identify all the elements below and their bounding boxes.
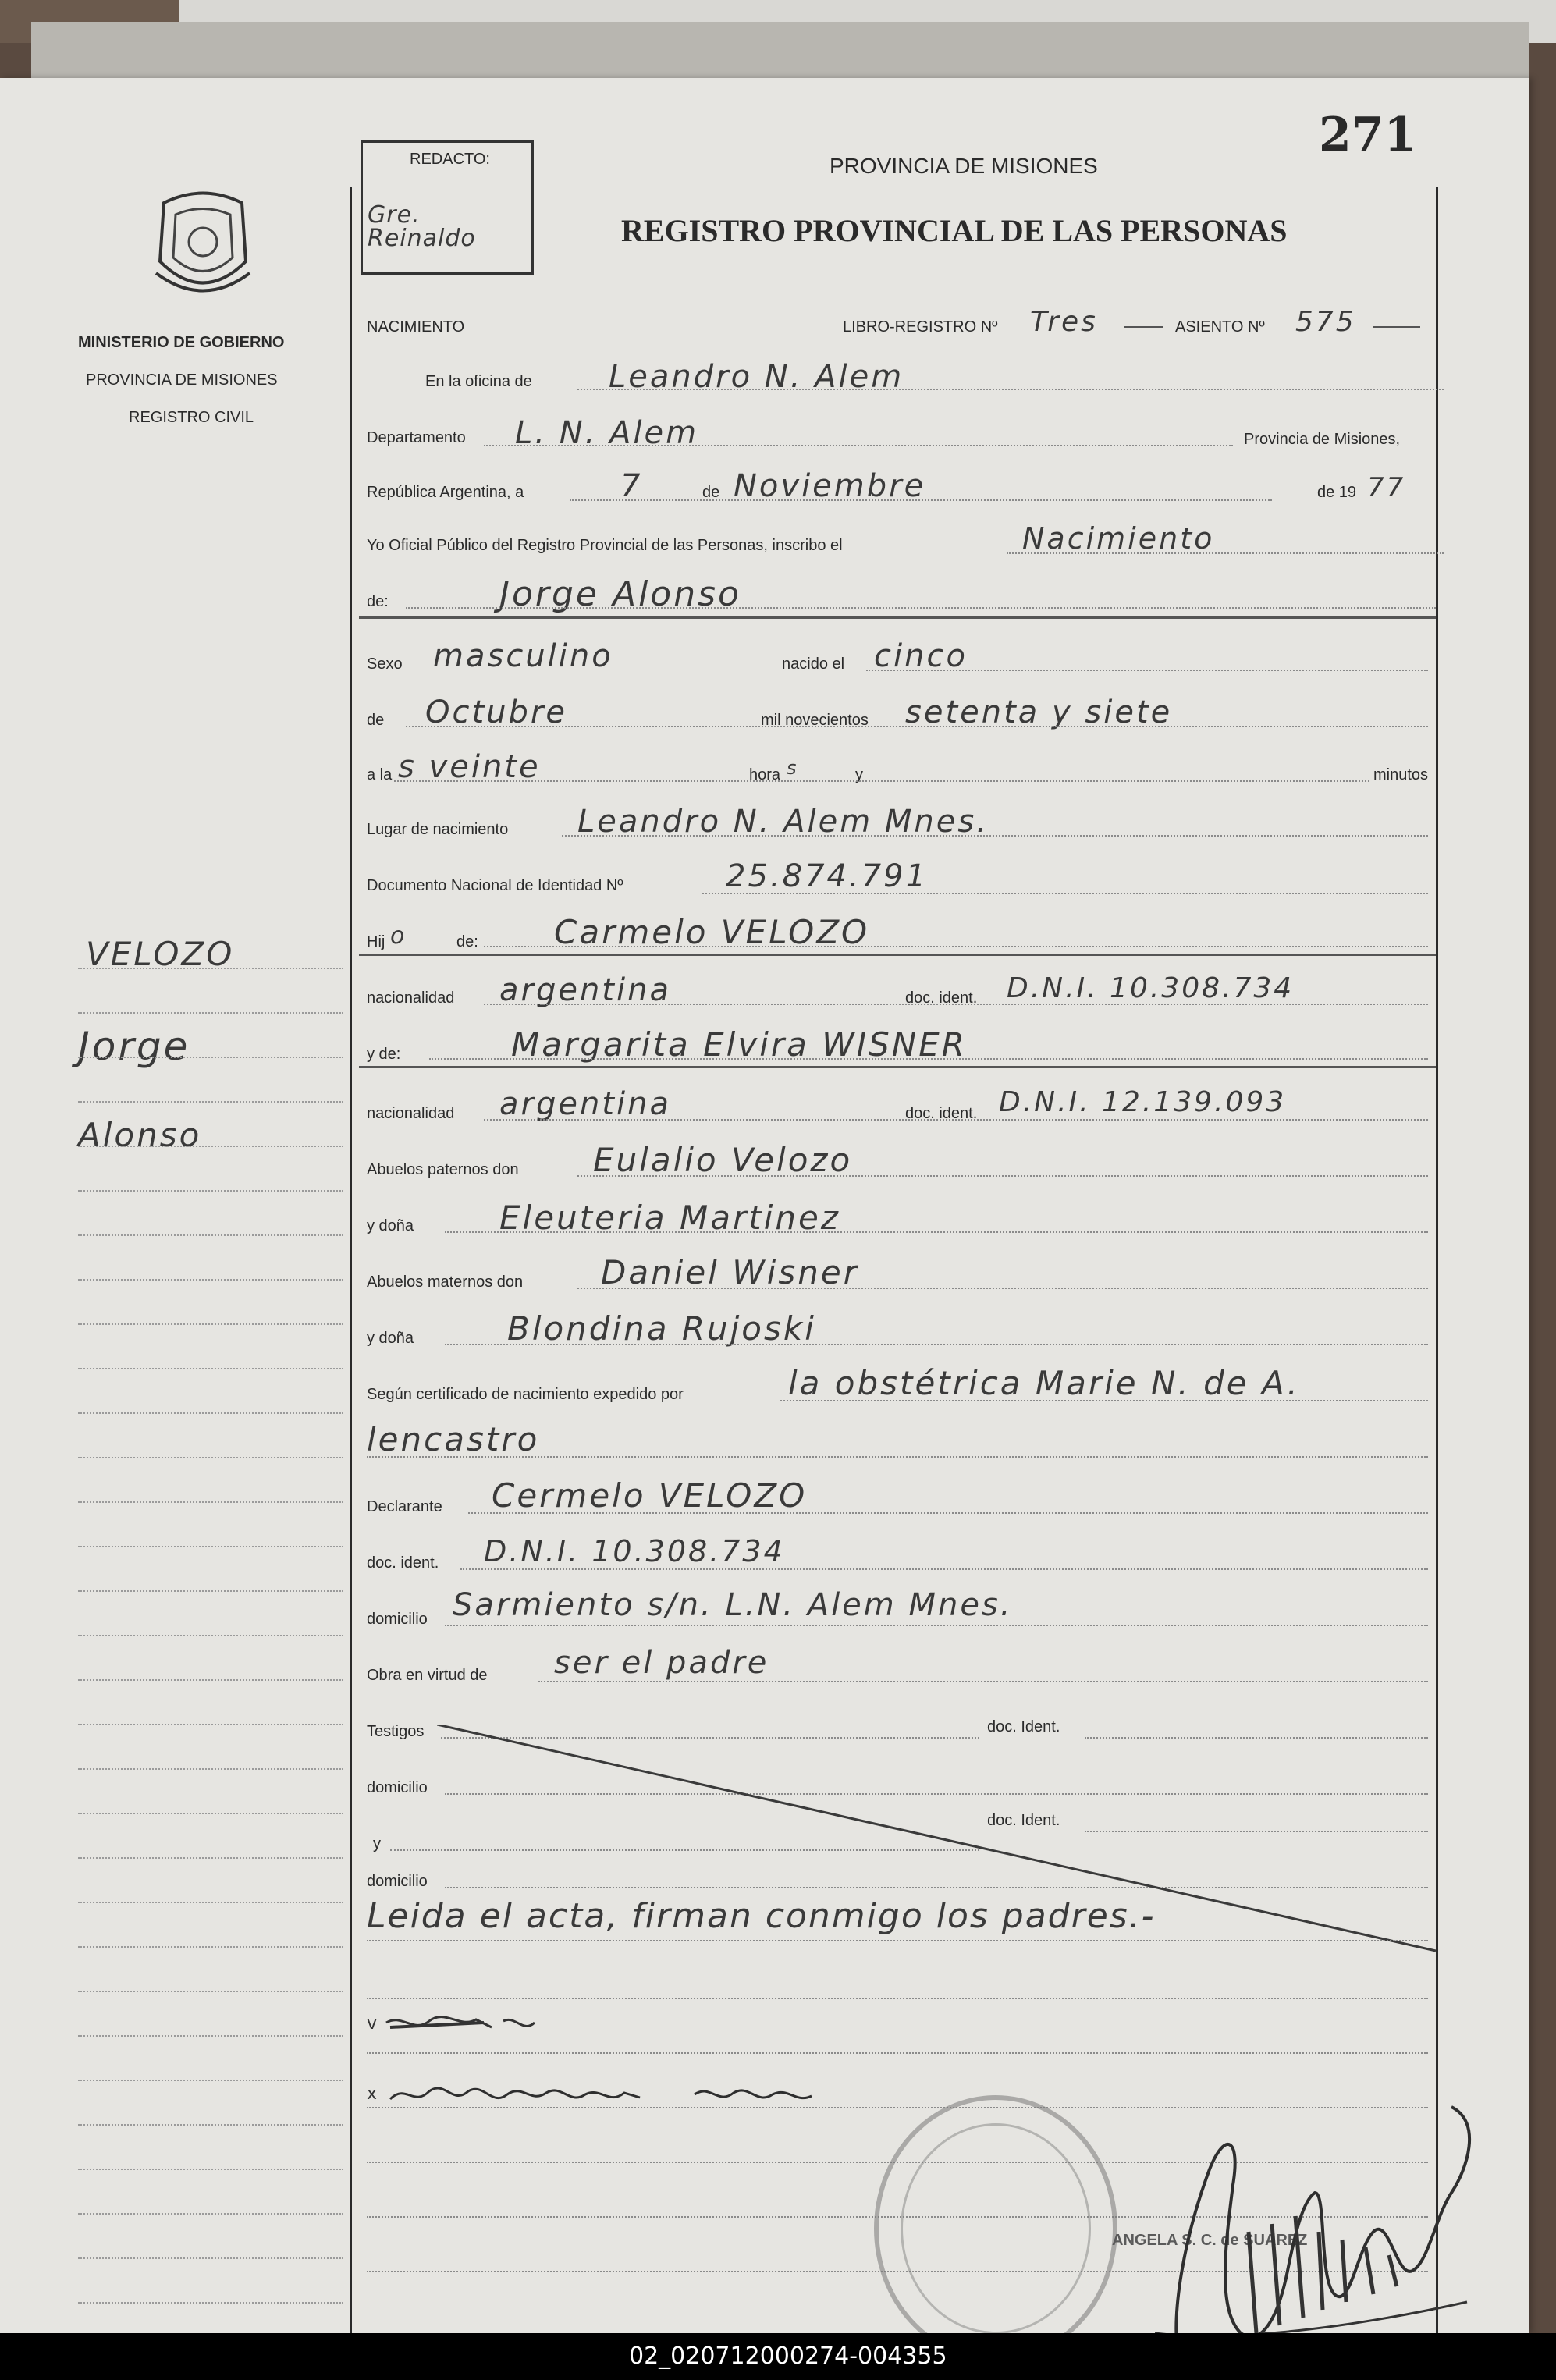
ab-pat-label: Abuelos paternos don bbox=[367, 1161, 519, 1178]
province-label: PROVINCIA DE MISIONES bbox=[86, 371, 278, 389]
domicilio-label: domicilio bbox=[367, 1611, 428, 1628]
province-heading: PROVINCIA DE MISIONES bbox=[830, 154, 1098, 178]
inscribo-value: Nacimiento bbox=[1022, 521, 1215, 556]
domicilio-line bbox=[445, 1625, 1428, 1626]
de-name-label: de: bbox=[367, 593, 389, 610]
dni-line bbox=[702, 893, 1428, 894]
doc-padre-label: doc. ident. bbox=[905, 989, 978, 1007]
margin-rule bbox=[78, 1813, 343, 1814]
minutos-label: minutos bbox=[1373, 766, 1429, 783]
margin-rule bbox=[78, 1457, 343, 1458]
nac-madre-line bbox=[484, 1119, 1428, 1121]
closing-line bbox=[367, 1940, 1428, 1941]
departamento-value: L. N. Alem bbox=[515, 415, 699, 451]
margin-rule bbox=[78, 1991, 343, 1992]
redacto-label: REDACTO: bbox=[410, 151, 490, 168]
de-label: de bbox=[702, 484, 720, 501]
nac-madre-label: nacionalidad bbox=[367, 1105, 455, 1122]
coat-of-arms-icon bbox=[148, 187, 258, 304]
section-label: NACIMIENTO bbox=[367, 318, 465, 336]
father-signature bbox=[367, 2013, 585, 2060]
asiento-rule bbox=[1373, 326, 1420, 328]
official-seal bbox=[874, 2095, 1117, 2362]
margin-rule bbox=[78, 1101, 343, 1103]
margin-surname: VELOZO bbox=[86, 935, 235, 973]
ab-mat-dona-value: Blondina Rujoski bbox=[507, 1309, 816, 1348]
anio-line bbox=[406, 726, 1428, 727]
asiento-label: ASIENTO Nº bbox=[1175, 318, 1265, 336]
redacto-box bbox=[361, 140, 534, 275]
sexo-label: Sexo bbox=[367, 655, 403, 673]
image-caption-bar bbox=[0, 2333, 1556, 2380]
ab-pat-dona-label: y doña bbox=[367, 1217, 414, 1234]
dia-value: 7 bbox=[620, 468, 643, 504]
segun-value: la obstétrica Marie N. de A. bbox=[788, 1364, 1300, 1402]
ab-mat-dona-line bbox=[445, 1344, 1428, 1345]
oficina-line bbox=[577, 389, 1444, 390]
departamento-line bbox=[484, 445, 1233, 446]
sexo-value: masculino bbox=[433, 638, 613, 674]
margin-rule bbox=[78, 1857, 343, 1859]
year-label: de 19 bbox=[1317, 484, 1357, 501]
ministry-label: MINISTERIO DE GOBIERNO bbox=[78, 334, 285, 351]
lugar-line bbox=[562, 835, 1428, 837]
image-caption: 02_020712000274-004355 bbox=[629, 2343, 947, 2370]
margin-rule bbox=[78, 1946, 343, 1948]
segun-label: Según certificado de nacimiento expedido por bbox=[367, 1386, 684, 1403]
t-y-label: y bbox=[373, 1835, 381, 1852]
t-doc-label: doc. Ident. bbox=[987, 1718, 1060, 1735]
margin-rule bbox=[78, 1279, 343, 1281]
margin-rule bbox=[78, 1412, 343, 1414]
libro-label: LIBRO-REGISTRO Nº bbox=[843, 318, 998, 336]
doc-madre-value: D.N.I. 12.139.093 bbox=[999, 1086, 1287, 1118]
hora-line bbox=[394, 780, 1369, 782]
lugar-label: Lugar de nacimiento bbox=[367, 821, 509, 838]
doc-padre-value: D.N.I. 10.308.734 bbox=[1007, 972, 1295, 1004]
left-margin-line bbox=[350, 187, 352, 2333]
t-dom-label: domicilio bbox=[367, 1779, 428, 1796]
svg-text:v: v bbox=[367, 2014, 378, 2034]
margin-rule bbox=[78, 1768, 343, 1770]
decl-doc-label: doc. ident. bbox=[367, 1554, 439, 1572]
margin-rule bbox=[78, 1501, 343, 1503]
dni-value: 25.874.791 bbox=[726, 858, 929, 894]
doc-madre-label: doc. ident. bbox=[905, 1105, 978, 1122]
a-las-label: a la bbox=[367, 766, 393, 783]
right-margin-line bbox=[1436, 187, 1438, 2333]
margin-rule bbox=[78, 1635, 343, 1636]
nac-padre-line bbox=[484, 1004, 1428, 1005]
inscribo-line bbox=[1007, 552, 1444, 554]
oficial-text: Yo Oficial Público del Registro Provincial de las Personas, inscribo el bbox=[367, 537, 843, 554]
ab-pat-dona-value: Eleuteria Martinez bbox=[499, 1199, 840, 1237]
mes-nac-value: Octubre bbox=[425, 694, 567, 730]
segun-value-2: lencastro bbox=[367, 1420, 540, 1458]
margin-rule bbox=[78, 2080, 343, 2081]
t-doc2-label: doc. Ident. bbox=[987, 1812, 1060, 1829]
horas-suffix: s bbox=[787, 757, 799, 779]
signature-rule bbox=[367, 1998, 1428, 1999]
margin-rule bbox=[78, 1323, 343, 1325]
oficina-label: En la oficina de bbox=[425, 373, 532, 390]
ab-mat-dona-label: y doña bbox=[367, 1330, 414, 1347]
margin-rule bbox=[78, 2213, 343, 2215]
nac-madre-value: argentina bbox=[499, 1086, 671, 1122]
madre-line bbox=[429, 1058, 1428, 1060]
libro-rule bbox=[1124, 326, 1163, 328]
provincia-suffix: Provincia de Misiones, bbox=[1244, 431, 1401, 448]
seal-name-text: ANGELA S. C. de SUAREZ bbox=[1112, 2232, 1308, 2249]
ab-mat-label: Abuelos maternos don bbox=[367, 1273, 524, 1291]
margin-rule bbox=[78, 2035, 343, 2037]
margin-rule bbox=[78, 1057, 343, 1058]
y-de-label: y de: bbox=[367, 1046, 401, 1063]
de-mes-label: de bbox=[367, 712, 385, 729]
margin-rule bbox=[78, 1902, 343, 1903]
margin-given-name-2: Alonso bbox=[78, 1116, 202, 1154]
padre-value: Carmelo VELOZO bbox=[554, 913, 870, 951]
nac-padre-label: nacionalidad bbox=[367, 989, 455, 1007]
obra-line bbox=[538, 1681, 1428, 1682]
official-signature bbox=[1124, 2076, 1483, 2372]
decl-doc-line bbox=[460, 1568, 1428, 1570]
ab-pat-line bbox=[577, 1175, 1428, 1177]
declarante-value: Cermelo VELOZO bbox=[492, 1476, 808, 1515]
declarante-line bbox=[468, 1512, 1428, 1514]
padre-underline bbox=[359, 954, 1436, 956]
decl-doc-value: D.N.I. 10.308.734 bbox=[484, 1534, 785, 1568]
name-line bbox=[406, 607, 1436, 609]
madre-underline bbox=[359, 1066, 1436, 1068]
nacido-value: cinco bbox=[874, 638, 968, 674]
nac-padre-value: argentina bbox=[499, 972, 671, 1008]
registry-title: REGISTRO PROVINCIAL DE LAS PERSONAS bbox=[621, 213, 1288, 248]
departamento-label: Departamento bbox=[367, 429, 466, 446]
year-value: 77 bbox=[1367, 472, 1406, 503]
obra-value: ser el padre bbox=[554, 1645, 769, 1681]
nacido-line bbox=[866, 670, 1428, 671]
margin-rule bbox=[78, 1368, 343, 1369]
margin-rule bbox=[78, 1590, 343, 1592]
margin-rule bbox=[78, 1190, 343, 1192]
hora-value: s veinte bbox=[398, 749, 541, 785]
name-underline bbox=[359, 616, 1436, 619]
margin-rule bbox=[78, 1146, 343, 1147]
name-value: Jorge Alonso bbox=[499, 574, 741, 614]
ab-pat-dona-line bbox=[445, 1231, 1428, 1233]
oficina-value: Leandro N. Alem bbox=[609, 359, 904, 395]
mil-label: mil novecientos bbox=[761, 712, 869, 729]
ab-pat-value: Eulalio Velozo bbox=[593, 1141, 853, 1179]
segun-line-2 bbox=[367, 1456, 1428, 1458]
hijo-de-label: de: bbox=[456, 933, 478, 950]
margin-rule bbox=[78, 968, 343, 969]
hijo-label: Hij bbox=[367, 933, 385, 950]
segun-line bbox=[780, 1400, 1428, 1401]
lugar-value: Leandro N. Alem Mnes. bbox=[577, 804, 989, 840]
registry-label: REGISTRO CIVIL bbox=[129, 409, 254, 426]
dni-label: Documento Nacional de Identidad Nº bbox=[367, 877, 623, 894]
redacto-value: Gre. Reinaldo bbox=[368, 201, 476, 252]
republica-label: República Argentina, a bbox=[367, 484, 524, 501]
padre-line bbox=[484, 946, 1428, 947]
svg-text:x: x bbox=[367, 2084, 378, 2104]
anio-value: setenta y siete bbox=[905, 694, 1173, 730]
horas-label: hora bbox=[749, 766, 781, 783]
margin-rule bbox=[78, 2169, 343, 2170]
nacido-label: nacido el bbox=[782, 655, 845, 673]
margin-given-name-1: Jorge bbox=[78, 1024, 190, 1069]
closing-text: Leida el acta, firman conmigo los padres.- bbox=[367, 1896, 1156, 1936]
declarante-label: Declarante bbox=[367, 1498, 442, 1515]
margin-rule bbox=[78, 1724, 343, 1725]
mother-signature bbox=[367, 2068, 835, 2138]
margin-rule bbox=[78, 1679, 343, 1681]
hijo-suffix: o bbox=[390, 922, 407, 950]
margin-rule bbox=[78, 1546, 343, 1547]
y-label: y bbox=[855, 766, 863, 783]
asiento-value: 575 bbox=[1295, 306, 1356, 338]
fecha-line bbox=[570, 499, 1272, 501]
register-page bbox=[0, 78, 1529, 2333]
domicilio-value: Sarmiento s/n. L.N. Alem Mnes. bbox=[453, 1587, 1013, 1623]
madre-value: Margarita Elvira WISNER bbox=[511, 1025, 967, 1064]
margin-rule bbox=[78, 2302, 343, 2304]
testigos-label: Testigos bbox=[367, 1723, 425, 1740]
mes-value: Noviembre bbox=[734, 468, 926, 504]
ab-mat-line bbox=[577, 1288, 1428, 1289]
margin-rule bbox=[78, 1012, 343, 1014]
margin-rule bbox=[78, 2257, 343, 2259]
ab-mat-value: Daniel Wisner bbox=[601, 1253, 860, 1291]
page-number: 271 bbox=[1319, 108, 1417, 162]
libro-value: Tres bbox=[1030, 306, 1098, 338]
obra-label: Obra en virtud de bbox=[367, 1667, 488, 1684]
margin-rule bbox=[78, 1234, 343, 1236]
margin-rule bbox=[78, 2124, 343, 2126]
t-dom2-label: domicilio bbox=[367, 1873, 428, 1890]
